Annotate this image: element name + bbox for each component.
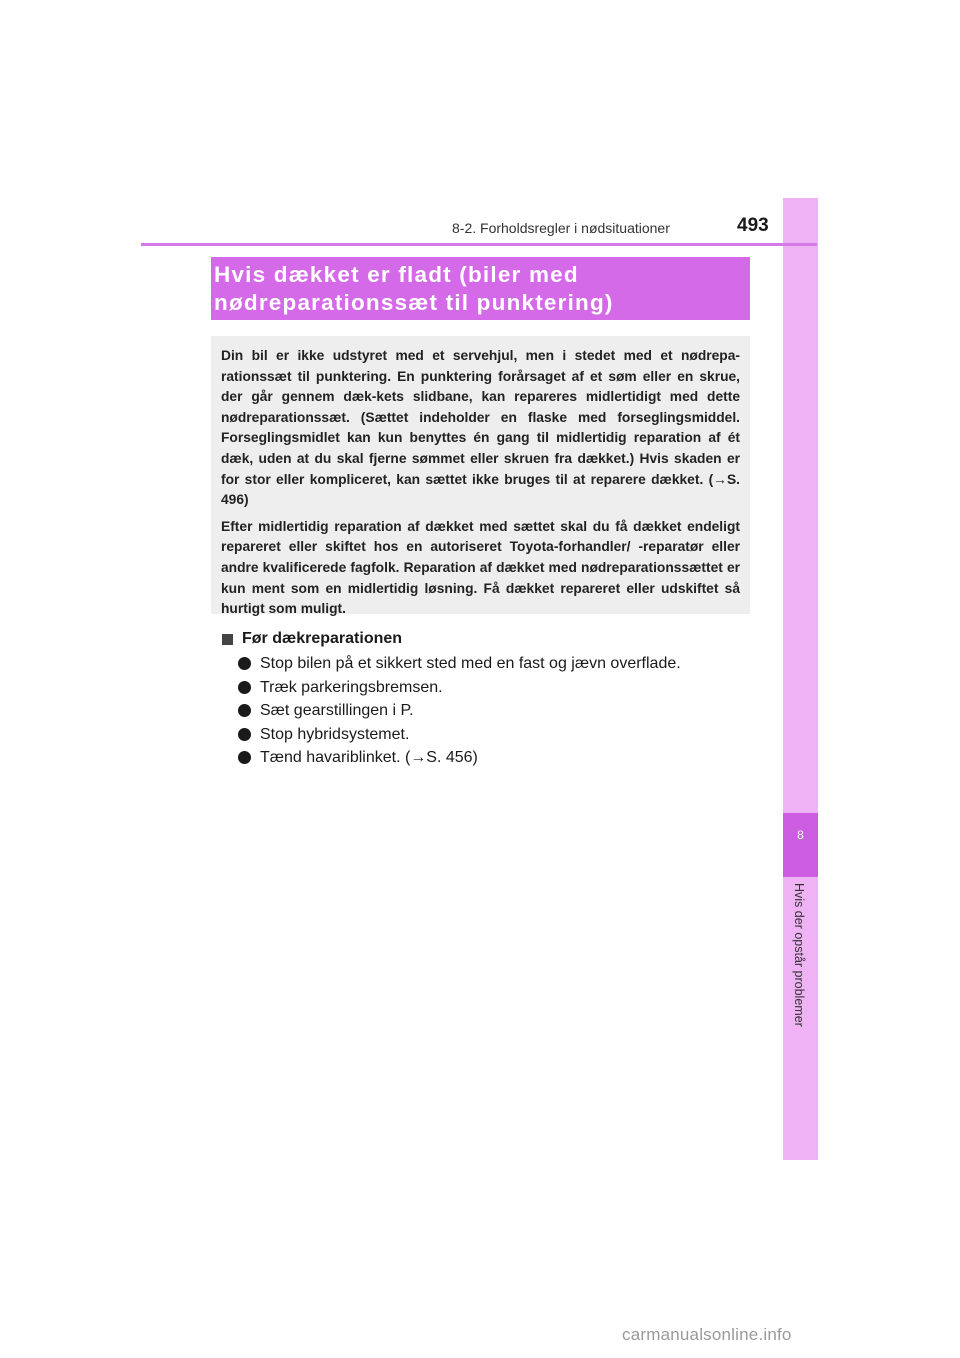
list-item-text: Træk parkeringsbremsen. — [260, 678, 443, 696]
chapter-side-tab — [783, 198, 818, 1160]
list-item-text: Stop bilen på et sikkert sted med en fast og jævn overflade. — [260, 655, 681, 672]
list-item — [238, 652, 752, 676]
preparation-section — [222, 628, 752, 770]
info-box — [211, 336, 750, 617]
section-heading-text: Før dækreparationen — [242, 630, 403, 647]
chapter-number: 8 — [797, 828, 804, 842]
list-item — [238, 746, 752, 770]
list-item-text: Stop hybridsystemet. — [260, 725, 410, 743]
bullet-icon — [238, 704, 251, 717]
list-item — [238, 699, 752, 723]
list-item-text: Sæt gearstillingen i P. — [260, 702, 414, 719]
header-divider — [141, 243, 817, 246]
section-heading — [222, 628, 752, 650]
list-item — [238, 676, 752, 700]
chapter-number-box — [783, 813, 818, 877]
list-item-text: Tænd havariblinket. (→S. 456) — [260, 749, 478, 766]
bullet-icon — [238, 728, 251, 741]
square-bullet-icon — [222, 634, 233, 645]
page-title: Hvis dækket er fladt (biler med nødreparationssæt til punktering) — [214, 262, 614, 315]
bullet-icon — [238, 657, 251, 670]
bullet-icon — [238, 751, 251, 764]
chapter-title: Hvis der opstår problemer — [792, 883, 806, 1027]
page-number: 493 — [737, 215, 769, 236]
section-header: 8-2. Forholdsregler i nødsituationer — [452, 220, 670, 236]
list-item — [238, 723, 752, 747]
bullet-icon — [238, 681, 251, 694]
watermark: carmanualsonline.info — [622, 1325, 792, 1344]
step-list — [222, 652, 752, 770]
info-paragraph-2: Efter midlertidig reparation af dækket med sættet skal du få dækket endeligt repareret eller skiftet hos en autoriseret Toyota-forhandler/ -reparatør eller andre kvalificerede fagfolk. Reparation af dækket med nødreparationssættet er kun ment som en midlertidig løsning. Få dækket repareret eller udskiftet så hurtigt som muligt. — [221, 518, 740, 617]
section-title-banner — [211, 257, 750, 320]
info-paragraph-1: Din bil er ikke udstyret med et servehjul, men i stedet med et nødrepa-rationssæt til punktering. En punktering forårsaget af et søm eller en skrue, der går gennem dæk-kets slidbane, kan repareres midlertidigt med dette nødreparationssæt. (Sættet indeholder en flaske med forseglingsmiddel. Forseglingsmidlet kan kun benyttes én gang til midlertidig reparation af ét dæk, uden at du skal fjerne sømmet eller skruen fra dækket.) Hvis skaden er for stor eller kompliceret, kan sættet ikke bruges til at reparere dækket. (→S. 496) — [221, 348, 740, 508]
